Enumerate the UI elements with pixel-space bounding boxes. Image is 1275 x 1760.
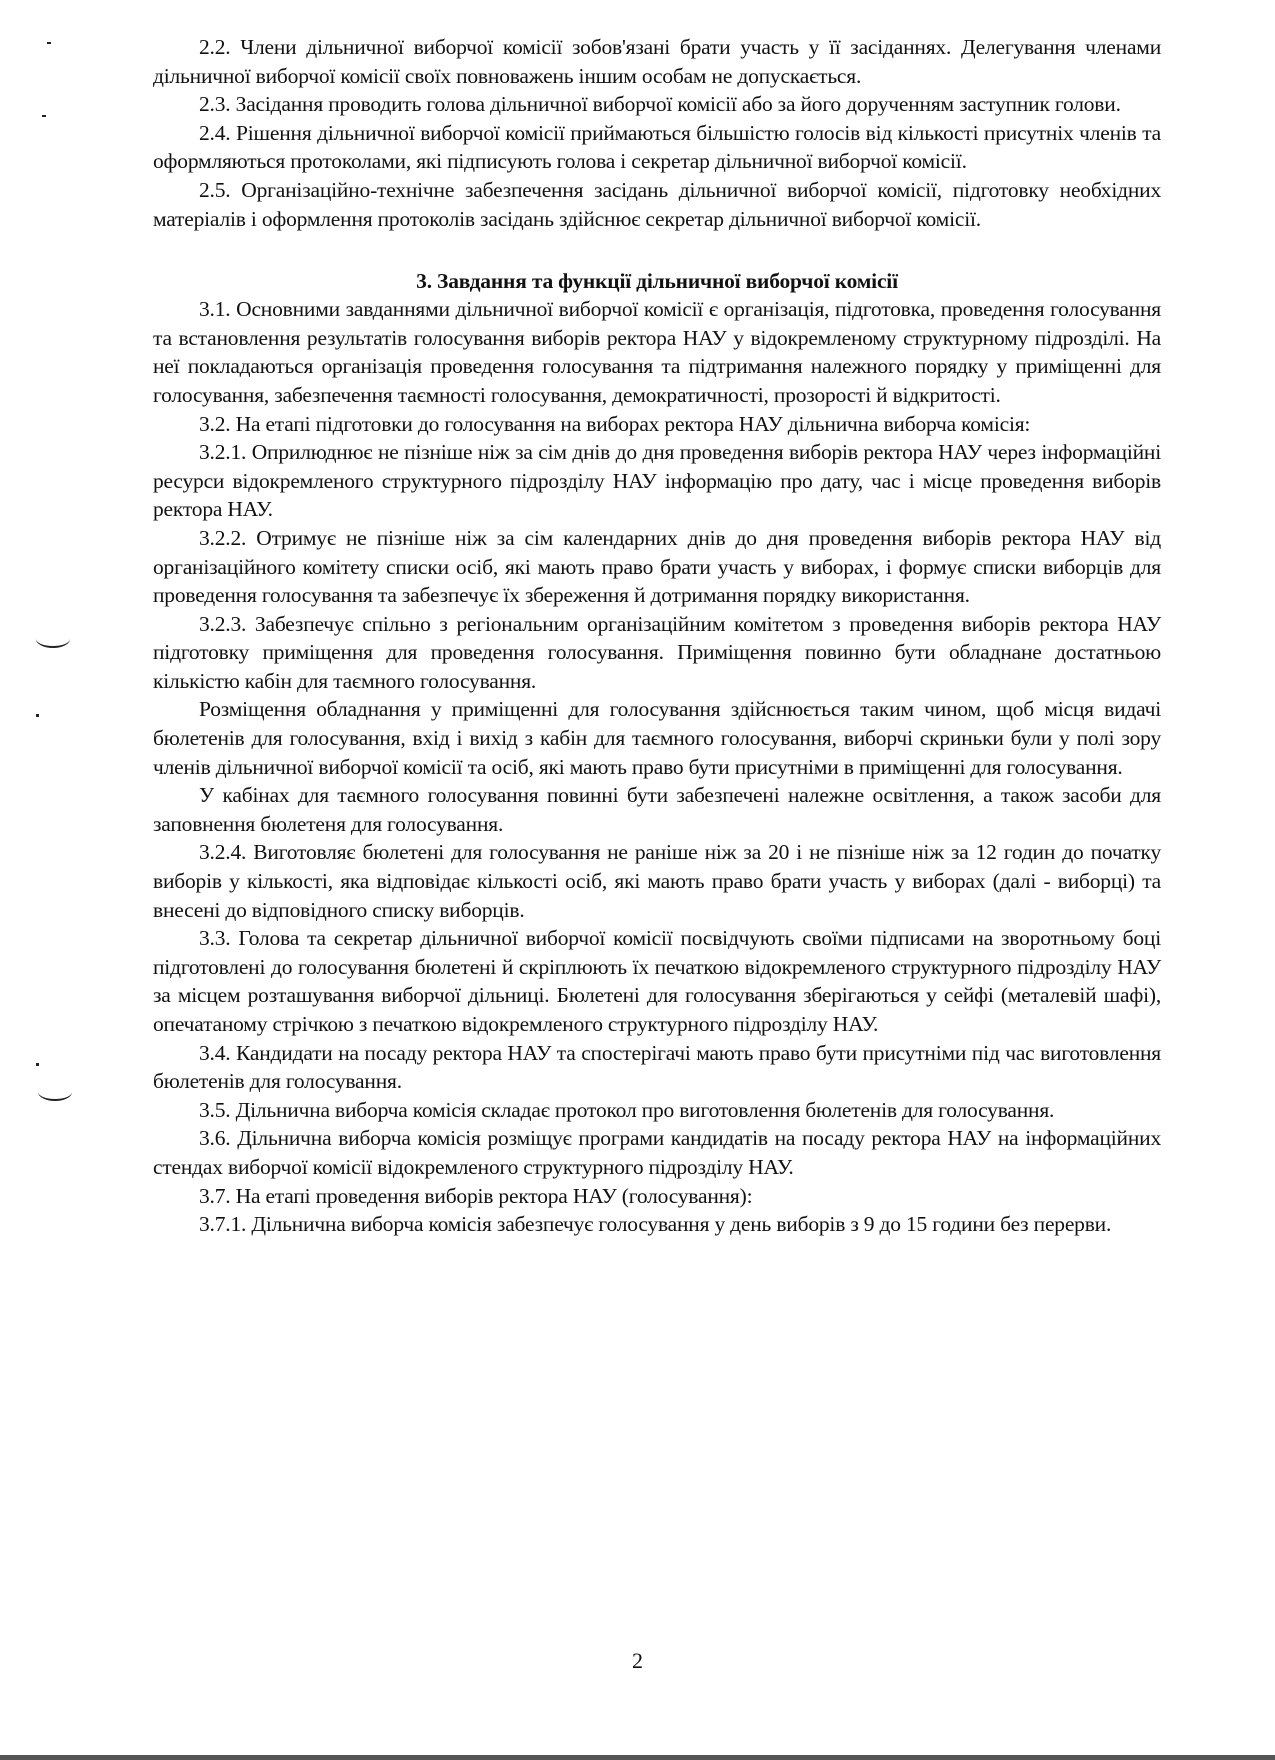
paragraph-3-2: 3.2. На етапі підготовки до голосування на виборах ректора НАУ дільнична виборча комісія: xyxy=(199,411,1031,436)
paragraph-3-6: 3.6. Дільнична виборча комісія розміщує програми кандидатів на посаду ректора НАУ на інформаційних стендах виборчої комісії відокремленого структурного підрозділу НАУ. xyxy=(153,1126,1161,1179)
scan-speck xyxy=(36,714,39,717)
paragraph-3-3: 3.3. Голова та секретар дільничної виборчої комісії посвідчують своїми підписами на зворотньому боці підготовлені до голосування бюлетені й скріплюють їх печаткою відокремленого структурного підрозділу НАУ за місцем розташування виборчої дільниці. Бюлетені для голосування зберігаються у сейфі (металевій шафі), опечатаному стрічкою з печаткою відокремленого структурного підрозділу НАУ. xyxy=(153,926,1161,1036)
paragraph-3-5: 3.5. Дільнична виборча комісія складає протокол про виготовлення бюлетенів для голосування. xyxy=(199,1097,1055,1122)
paragraph-3-7-1: 3.7.1. Дільнична виборча комісія забезпечує голосування у день виборів з 9 до 15 години без перерви. xyxy=(199,1212,1112,1237)
scan-speck xyxy=(36,1063,39,1066)
paragraph-3-4: 3.4. Кандидати на посаду ректора НАУ та спостерігачі мають право бути присутніми під час виготовлення бюлетенів для голосування. xyxy=(153,1040,1161,1094)
paragraph-3-2-3: 3.2.3. Забезпечує спільно з регіональним організаційним комітетом з проведення виборів ректора НАУ підготовку приміщення для проведення голосування. Приміщення повинно бути обладнане достатньою кількістю кабін для таємного голосування. xyxy=(153,611,1161,693)
paragraph-2-4: 2.4. Рішення дільничної виборчої комісії приймаються більшістю голосів від кількості присутніх членів та оформляються протоколами, які підписують голова і секретар дільничної виборчої комісії. xyxy=(153,120,1161,174)
paragraph-3-2-4: 3.2.4. Виготовляє бюлетені для голосування не раніше ніж за 20 і не пізніше ніж за 12 годин до початку виборів у кількості, яка відповідає кількості осіб, які мають право брати участь у виборах (далі - виборці) та внесені до відповідного списку виборців. xyxy=(153,840,1161,922)
page-number: 2 xyxy=(632,1648,643,1673)
scan-speck xyxy=(47,42,51,44)
punch-hole-mark-top xyxy=(36,630,70,648)
paragraph-3-1: 3.1. Основними завданнями дільничної виборчої комісії є організація, підготовка, проведення голосування та встановлення результатів голосування виборів ректора НАУ у відокремленому структурному підрозділі. На неї покладаються організація проведення голосування та підтримання належного порядку у приміщенні для голосування, забезпечення таємності голосування, демократичності, прозорості й відкритості. xyxy=(153,297,1161,407)
paragraph-2-5: 2.5. Організаційно-технічне забезпечення засідань дільничної виборчої комісії, підготовку необхідних матеріалів і оформлення протоколів засідань здійснює секретар дільничної виборчої комісії. xyxy=(153,177,1161,231)
paragraph-3-7: 3.7. На етапі проведення виборів ректора НАУ (голосування): xyxy=(199,1183,753,1208)
paragraph-3-2-3-booths: У кабінах для таємного голосування повинні бути забезпечені належне освітлення, а також засоби для заповнення бюлетеня для голосування. xyxy=(153,783,1161,836)
paragraph-2-2: 2.2. Члени дільничної виборчої комісії зобов'язані брати участь у її засіданнях. Делегування членами дільничної виборчої комісії своїх повноважень іншим особам не допускається. xyxy=(153,35,1161,88)
punch-hole-mark-bottom xyxy=(38,1083,72,1101)
paragraph-2-3: 2.3. Засідання проводить голова дільничної виборчої комісії або за його дорученням заступник голови. xyxy=(199,92,1121,117)
section-heading: 3. Завдання та функції дільничної виборчої комісії xyxy=(416,269,898,294)
paragraph-3-2-2: 3.2.2. Отримує не пізніше ніж за сім календарних днів до дня проведення виборів ректора НАУ від організаційного комітету списки осіб, які мають право брати участь у виборах, і формує списки виборців для проведення голосування та забезпечує їх збереження й дотримання порядку використання. xyxy=(153,525,1161,608)
paragraph-3-2-3-placement: Розміщення обладнання у приміщенні для голосування здійснюється таким чином, щоб місця видачі бюлетенів для голосування, вхід і вихід з кабін для таємного голосування, виборчі скриньки були у полі зору членів дільничної виборчої комісії та осіб, які мають право бути присутніми в приміщенні для голосування. xyxy=(153,697,1161,779)
document-page xyxy=(153,33,1161,1239)
scan-bottom-edge xyxy=(0,1755,1275,1760)
paragraph-3-2-1: 3.2.1. Оприлюднює не пізніше ніж за сім днів до дня проведення виборів ректора НАУ через інформаційні ресурси відокремленого структурного підрозділу НАУ інформацію про дату, час і місце проведення виборів ректора НАУ. xyxy=(153,440,1161,522)
scan-speck xyxy=(42,115,46,117)
